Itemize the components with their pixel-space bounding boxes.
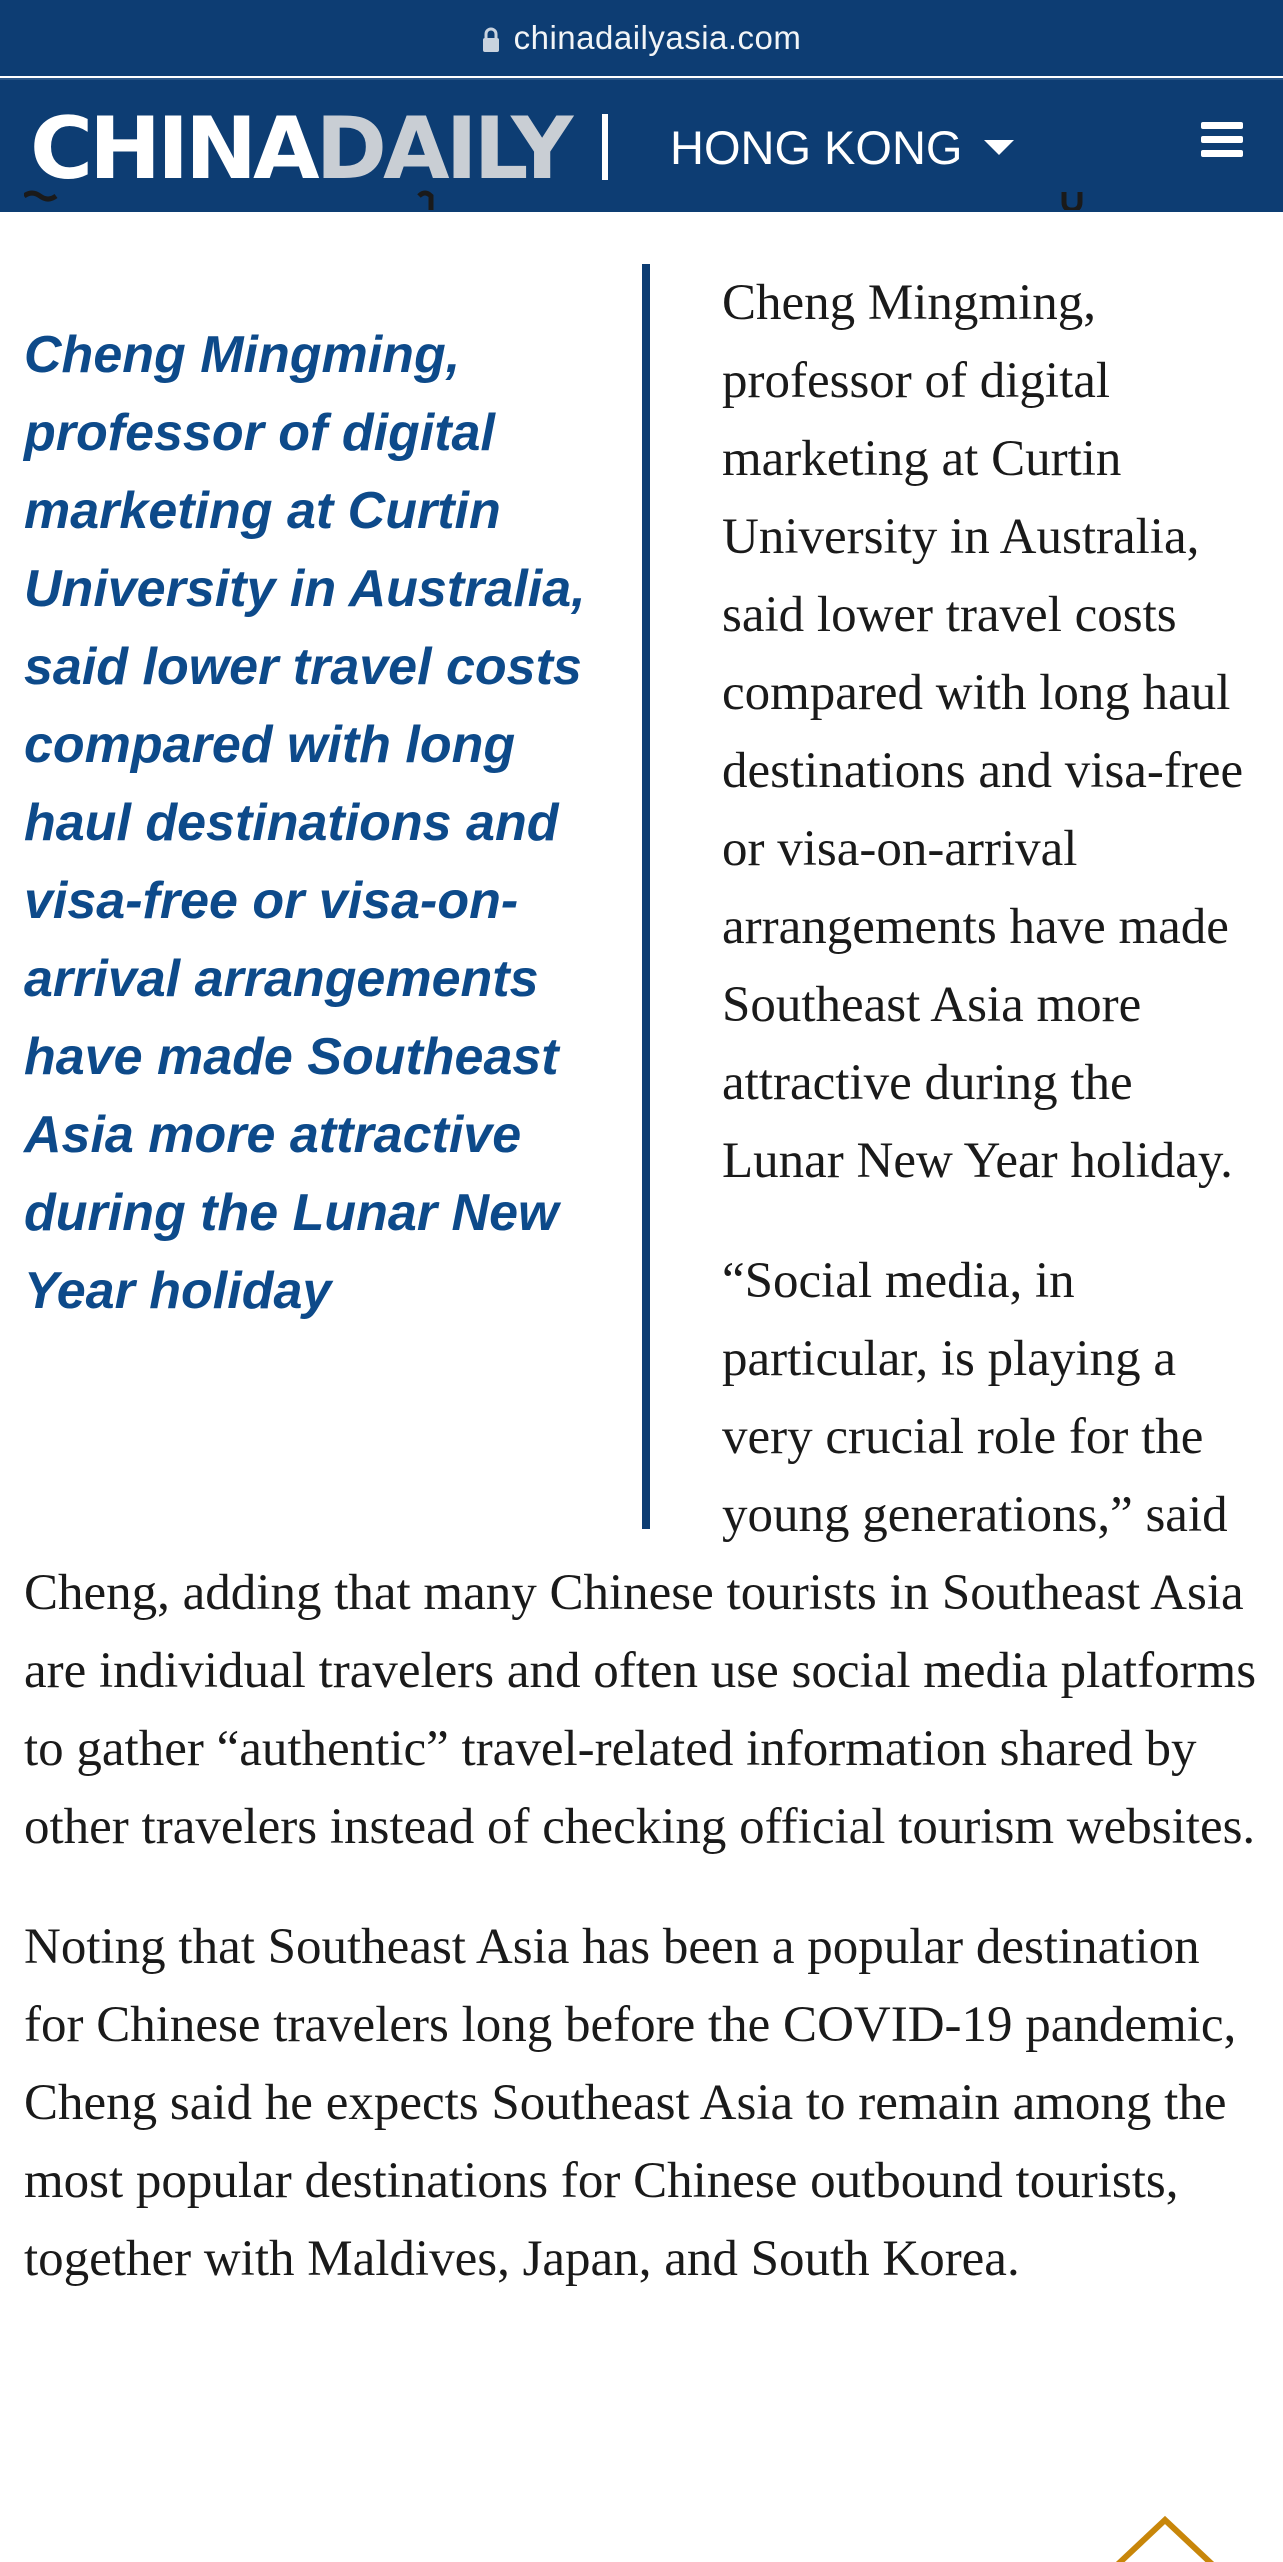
article-paragraph: Cheng Mingming, professor of digital marketing at Curtin University in Australia, said lower travel costs compared with long haul destinations and visa-free or visa-on-arrival arrangements have made Southeast Asia more attractive during the Lunar New Year holiday. <box>722 275 1244 1189</box>
previous-text-fragment <box>24 188 1259 210</box>
caret-down-icon <box>984 140 1014 155</box>
region-selector[interactable] <box>670 114 1014 180</box>
hamburger-menu-icon[interactable] <box>1201 122 1243 160</box>
chevron-up-icon[interactable] <box>1110 2510 1220 2562</box>
pull-quote <box>24 264 650 1529</box>
header-divider <box>602 114 608 180</box>
browser-url-bar[interactable] <box>0 0 1283 76</box>
lock-icon <box>482 27 500 53</box>
article-paragraph: Noting that Southeast Asia has been a popular destination for Chinese travelers long before the COVID-19 pandemic, Cheng said he expects Southeast Asia to remain among the most popular destinations for Chinese outbound tourists, together with Maldives, Japan, and South Korea. <box>24 1919 1237 2287</box>
article-paragraph: “Social media, in particular, is playing a very crucial role for the young generations,” said Cheng, adding that many Chinese tourists in Southeast Asia are individual travelers and often use social media platforms to gather “authentic” travel-related information shared by other travelers instead of checking official tourism websites. <box>24 1253 1257 1855</box>
pull-quote-text: Cheng Mingming, professor of digital marketing at Curtin University in Australia, said lower travel costs compared with long haul destinations and visa-free or visa-on-arrival arrangements have made Southeast Asia more attractive during the Lunar New Year holiday <box>24 326 586 1320</box>
china-daily-logo[interactable] <box>30 99 570 199</box>
logo-china: CHINA <box>30 99 316 199</box>
region-label: HONG KONG <box>670 120 963 174</box>
cut-off-text-glyphs <box>24 188 1259 210</box>
article-body <box>24 264 1259 2340</box>
logo-daily: DAILY <box>315 99 570 199</box>
url-text: chinadailyasia.com <box>513 19 802 56</box>
